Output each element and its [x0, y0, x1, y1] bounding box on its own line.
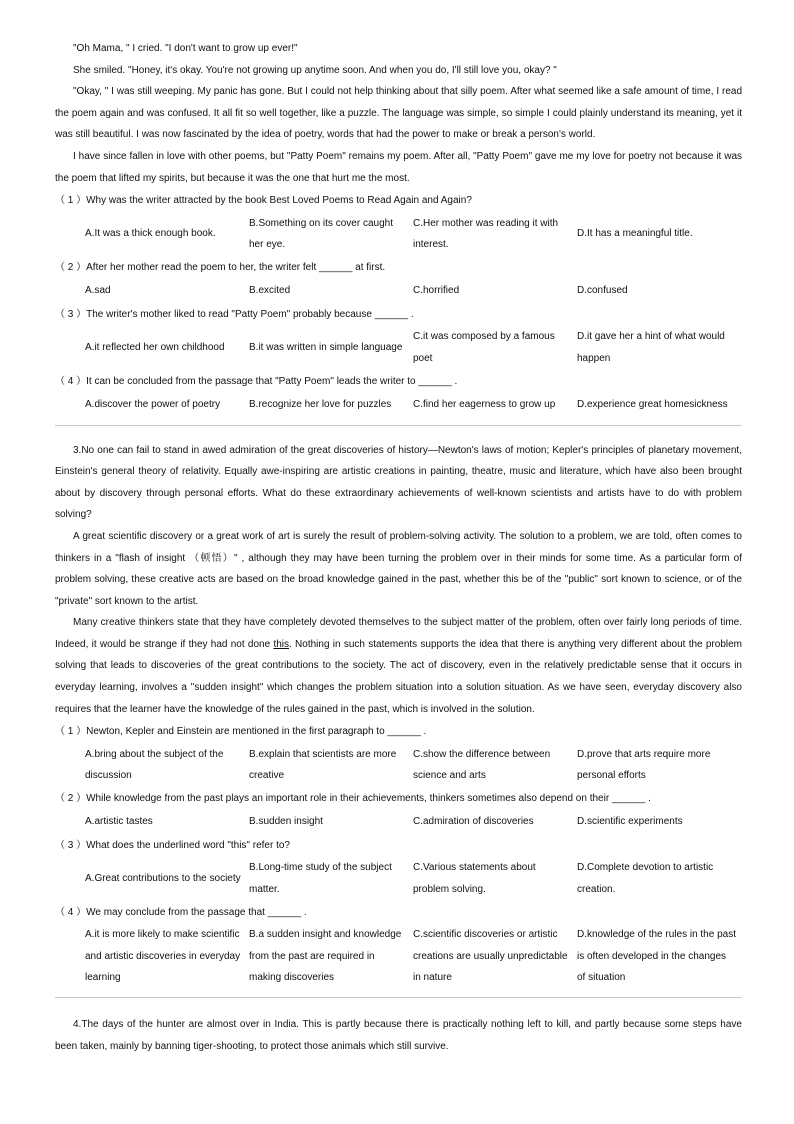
question-stem: （ 2 ）After her mother read the poem to her, the writer felt ______ at first. — [55, 261, 386, 273]
option-b[interactable]: B.a sudden insight and knowledge from the past are required in making discoveries — [249, 929, 402, 984]
passage-paragraph: She smiled. "Honey, it's okay. You're not growing up anytime soon. And when you do, I'll still love you, okay? " — [73, 64, 557, 76]
question — [55, 787, 742, 834]
option-c[interactable]: C.it was composed by a famous poet — [413, 331, 555, 364]
options-row — [55, 810, 742, 834]
passage-paragraph: I have since fallen in love with other poems, but "Patty Poem" remains my poem. After all, "Patty Poem" gave me my love for poetry not because it was the poem that lifted my spirits, but because it was the one that hurt me the most. — [55, 150, 742, 184]
passage-paragraph — [55, 612, 742, 720]
option-d[interactable]: D.It has a meaningful title. — [577, 228, 693, 240]
option-b[interactable]: B.excited — [249, 285, 291, 297]
option-a[interactable]: A.artistic tastes — [85, 816, 153, 828]
passage-paragraph: 3.No one can fail to stand in awed admiration of the great discoveries of history—Newton's laws of motion; Kepler's principles of planetary movement, Einstein's general theory of relativity. Equally awe-inspiring are artistic creations in painting, theatre, music and literature, which have also been brought about by discovery through personal efforts. What do these extraordinary achievements of well-known scientists and artists have to do with problem solving? — [55, 444, 742, 521]
option-c[interactable]: C.show the difference between science and arts — [413, 748, 551, 782]
option-a[interactable]: A.It was a thick enough book. — [85, 228, 216, 240]
question — [55, 370, 742, 417]
options-row — [55, 744, 742, 787]
option-a[interactable]: A.sad — [85, 285, 111, 297]
option-b[interactable]: B.recognize her love for puzzles — [249, 399, 392, 411]
option-b[interactable]: B.it was written in simple language — [249, 342, 403, 354]
option-b[interactable]: B.Long-time study of the subject matter. — [249, 862, 392, 896]
option-d[interactable]: D.scientific experiments — [577, 816, 683, 828]
option-b[interactable]: B.explain that scientists are more creative — [249, 748, 397, 782]
question — [55, 720, 742, 787]
option-d[interactable]: D.Complete devotion to artistic creation. — [577, 862, 714, 896]
passage-2 — [55, 38, 742, 417]
options-row — [55, 924, 742, 989]
paragraph-text: Many creative thinkers state that they have completely devoted themselves to the subject matter of the problem, often over fairly long periods of time. Indeed, it would be strange if they had not done — [55, 617, 742, 650]
options-row — [55, 279, 742, 303]
question-stem: （ 1 ）Why was the writer attracted by the book Best Loved Poems to Read Again and Again? — [55, 195, 472, 207]
option-c[interactable]: C.Various statements about problem solving. — [413, 862, 536, 896]
option-a[interactable]: A.Great contributions to the society — [85, 873, 241, 885]
option-a[interactable]: A.bring about the subject of the discussion — [85, 748, 224, 782]
option-c[interactable]: C.scientific discoveries or artistic creations are usually unpredictable in nature — [413, 929, 568, 984]
passage-4 — [55, 1014, 742, 1057]
option-d[interactable]: D.confused — [577, 285, 628, 297]
passage-paragraph: 4.The days of the hunter are almost over in India. This is partly because there is practically nothing left to kill, and partly because some steps have been taken, mainly by banning tiger-shooting, to protect those animals which still survive. — [55, 1018, 742, 1052]
option-d[interactable]: D.experience great homesickness — [577, 399, 728, 411]
passage-3 — [55, 440, 742, 989]
exam-page — [55, 38, 742, 1057]
paragraph-text: . Nothing in such statements supports the idea that there is anything very different about the problem solving that leads to discoveries of the great contributions to the society. The act of discovery, even in the relatively predictable sense that it occurs in everyday learning, involves a "sudden insight" which changes the problem situation into a solution situation. As we have seen, everyday discovery also requires that the learner have the knowledge of the rules gained in the past, which is involved in the solution. — [55, 638, 742, 715]
option-c[interactable]: C.admiration of discoveries — [413, 816, 534, 828]
question-stem: （ 3 ）The writer's mother liked to read "Patty Poem" probably because ______ . — [55, 308, 414, 320]
option-b[interactable]: B.sudden insight — [249, 816, 323, 828]
option-c[interactable]: C.horrified — [413, 285, 460, 297]
passage-paragraph: "Okay, " I was still weeping. My panic has gone. But I could not help thinking about that silly poem. After what seemed like a safe amount of time, I read the poem again and was confused. It all fit so well together, like a puzzle. The language was simple, so simple I could plainly understand its meaning, yet it was still beautiful. I was now fascinated by the idea of poetry, words that had the power to make or break a person's world. — [55, 86, 742, 141]
options-row — [55, 326, 742, 369]
option-d[interactable]: D.prove that arts require more personal efforts — [577, 748, 711, 782]
option-d[interactable]: D.knowledge of the rules in the past is often developed in the changes of situation — [577, 929, 736, 984]
question-stem: （ 4 ）It can be concluded from the passage that "Patty Poem" leads the writer to ______ . — [55, 375, 458, 387]
option-c[interactable]: C.Her mother was reading it with interest. — [413, 217, 559, 251]
options-row — [55, 213, 742, 256]
option-c[interactable]: C.find her eagerness to grow up — [413, 399, 556, 411]
options-row — [55, 393, 742, 417]
option-a[interactable]: A.it is more likely to make scientific and artistic discoveries in everyday learning — [85, 929, 241, 984]
option-d[interactable]: D.it gave her a hint of what would happen — [577, 331, 725, 364]
question-stem: （ 1 ）Newton, Kepler and Einstein are mentioned in the first paragraph to ______ . — [55, 726, 427, 738]
question-stem: （ 3 ）What does the underlined word "this" refer to? — [55, 839, 290, 851]
option-a[interactable]: A.discover the power of poetry — [85, 399, 221, 411]
question-stem: （ 2 ）While knowledge from the past plays an important role in their achievements, thinkers sometimes also depend on their ______ . — [55, 792, 651, 804]
passage-paragraph: "Oh Mama, " I cried. "I don't want to grow up ever!" — [73, 43, 298, 54]
question — [55, 901, 742, 989]
question — [55, 189, 742, 256]
passage-paragraph: A great scientific discovery or a great work of art is surely the result of problem-solving activity. The solution to a problem, we are told, often comes to thinkers in a "flash of insight （顿悟）" , although they may have been turning the problem over in their minds for some time. As a particular form of problem solving, these creative acts are based on the broad knowledge gained in the past, whether this be of the "public" sort known to science, or of the "private" sort known to the artist. — [55, 530, 742, 607]
option-b[interactable]: B.Something on its cover caught her eye. — [249, 217, 393, 251]
option-a[interactable]: A.it reflected her own childhood — [85, 342, 225, 354]
question-stem: （ 4 ）We may conclude from the passage that ______ . — [55, 906, 307, 918]
question — [55, 303, 742, 370]
underlined-word: this — [273, 638, 289, 650]
question — [55, 834, 742, 901]
options-row — [55, 857, 742, 900]
question — [55, 256, 742, 303]
